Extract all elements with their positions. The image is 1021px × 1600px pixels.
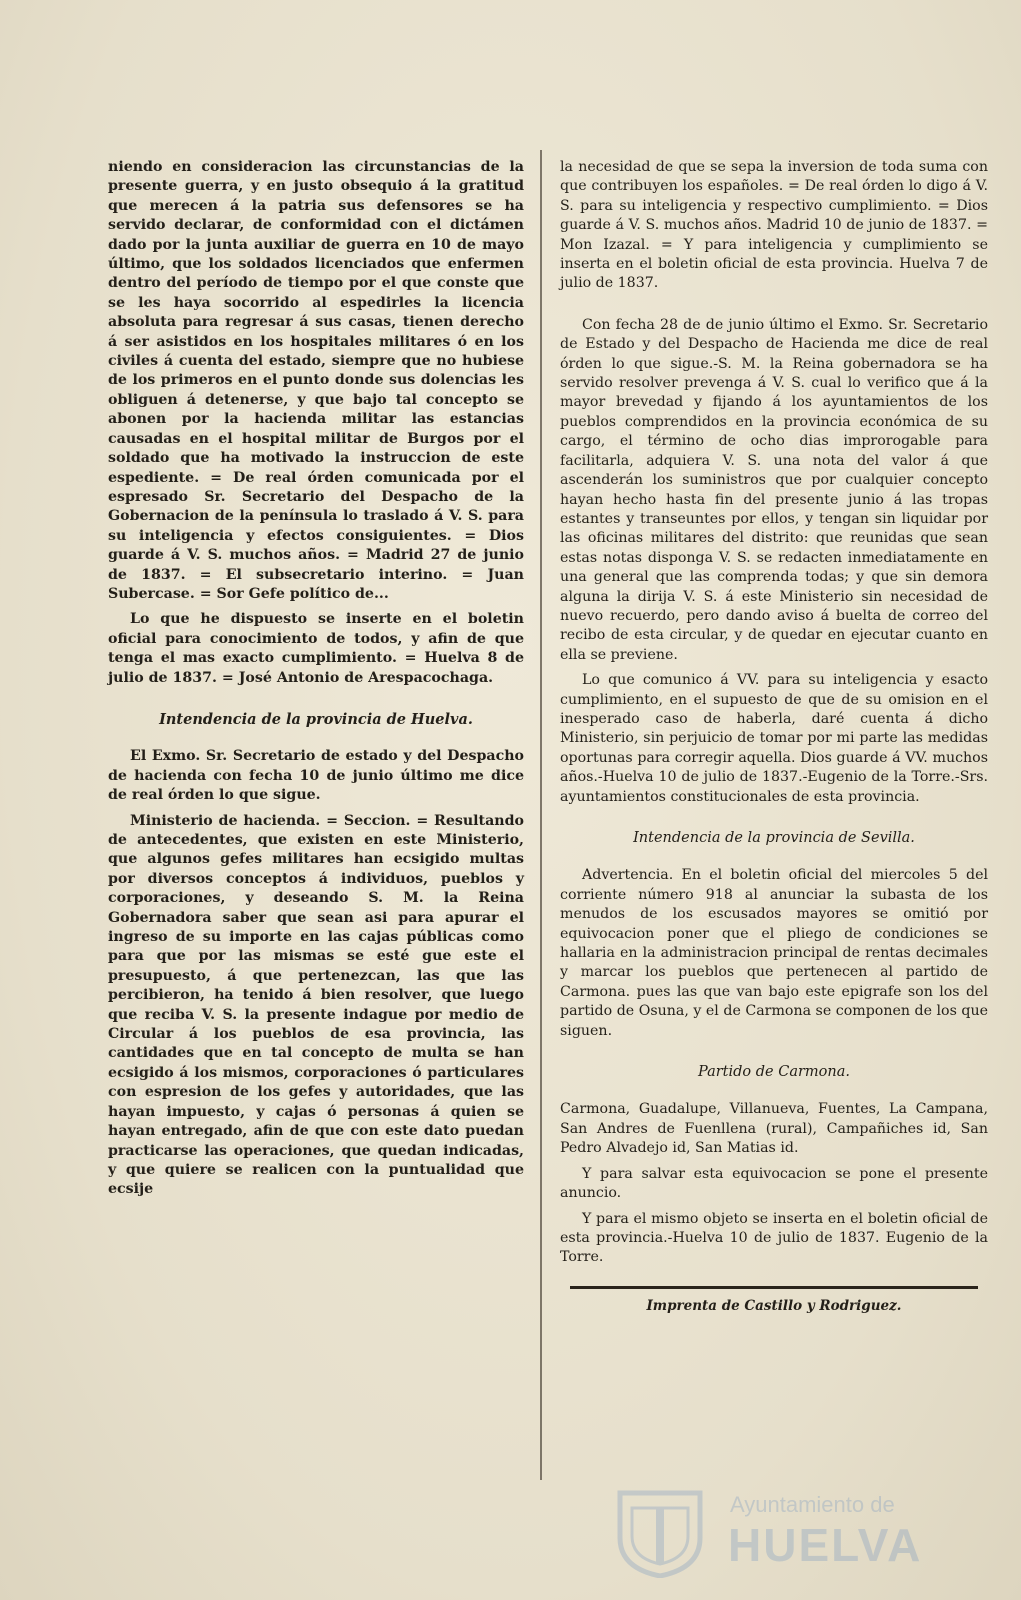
left-paragraph-1: niendo en consideracion las circunstancias de la presente guerra, y en justo obsequio á la gratitud que merecen á la patria sus defensores se ha servido declarar, de conformidad con el dictámen dado por la junta auxiliar de guerra en 10 de mayo último, que los soldados licenciados que enfermen dentro del período de tiempo por el que conste que se les haya socorrido al espedirles la licencia absoluta para regresar á sus casas, tienen derecho á ser asistidos en los hospitales militares ó en los civiles á cuenta del estado, siempre que no hubiese de los primeros en el punto donde sus dolencias les obliguen á detenerse, y que bajo tal concepto se abonen por la hacienda militar las estancias causadas en el hospital militar de Burgos por el soldado que ha motivado la instruccion de este espediente. = De real órden comunicada por el espresado Sr. Secretario del Despacho de la Gobernacion de la península lo traslado á V. S. para su inteligencia y efectos consiguientes. = Dios guarde á V. S. muchos años. = Madrid 27 de junio de 1837. = El subsecretario interino. = Juan Subercase. = Sor Gefe político de...: [108, 159, 524, 602]
column-divider: [540, 150, 542, 1480]
closing-rule: [570, 1286, 978, 1289]
right-paragraph-1: la necesidad de que se sepa la inversion de toda suma con que contribuyen los españoles. = De real órden lo digo á V. S. para su inteligencia y respectivo cumplimiento. = Dios guarde á V. S. muchos años. Madrid 10 de junio de 1837. = Mon Izazal. = Y para inteligencia y cumplimiento se inserta en el boletin oficial de esta provincia. Huelva 7 de julio de 1837.: [560, 159, 988, 292]
archive-watermark: [610, 1488, 950, 1578]
right-column: [560, 158, 988, 1322]
left-paragraph-4: Ministerio de hacienda. = Seccion. = Resultando de antecedentes, que existen en este Ministerio, que algunos gefes militares han ecsigido multas por diversos conceptos á individuos, pueblos y corporaciones, y deseando S. M. la Reina Gobernadora saber que sean asi para apurar el ingreso de su importe en las cajas públicas como para que por las mismas se esté gue este el presupuesto, á que pertenezcan, las que las percibieron, ha tenido á bien resolver, que luego que reciba V. S. la presente indague por medio de Circular á los pueblos de esa provincia, las cantidades que en tal concepto de multa se han ecsigido á los mismos, corporaciones ó particulares con espresion de los gefes y autoridades, que las hayan impuesto, y cajas ó personas á quien se hayan entregado, afin de que con este dato puedan practicarse las operaciones, que quedan indicadas, y que quiere se realicen con la puntualidad que ecsije: [108, 812, 524, 1198]
right-paragraph-2: Con fecha 28 de de junio último el Exmo. Sr. Secretario de Estado y del Despacho de Hacienda me dice de real órden lo que sigue.-S. M. la Reina gobernadora se ha servido resolver prevenga á V. S. cual lo verifico que á la mayor brevedad y fijando á los ayuntamientos de los pueblos comprendidos en la provincia económica de su cargo, el término de ocho dias improrogable para facilitarla, adquiera V. S. una nota del valor á que ascenderán los suministros que por cualquier concepto hayan hecho hasta fin del presente junio á las tropas estantes y transeuntes por ellos, y tengan sin liquidar por las oficinas militares del distrito: que reunidas que sean estas notas disponga V. S. se redacten inmediatamente en una general que las comprenda todas; y que sin demora alguna la dirija V. S. á este Ministerio sin necesidad de nuevo recuerdo, pero dando aviso á buelta de correo del recibo de esta circular, y de quedar en ejecutar cuanto en ella se previene.: [560, 316, 988, 663]
right-paragraph-4: Advertencia. En el boletin oficial del miercoles 5 del corriente número 918 al anunciar la subasta de los menudos de los escusados mayores se omitió por equivocacion poner que el pliego de condiciones se hallaria en la administracion principal de rentas decimales y marcar los pueblos que pertenecen al partido de Carmona. pues las que van bajo este epigrafe son los del partido de Osuna, y el de Carmona se componen de los que siguen.: [560, 867, 988, 1039]
left-paragraph-2: Lo que he dispuesto se inserte en el boletin oficial para conocimiento de todos, y afin de que tenga el mas exacto cumplimiento. = Huelva 8 de julio de 1837. = José Antonio de Arespacochaga.: [108, 611, 524, 686]
right-paragraph-7: Y para el mismo objeto se inserta en el boletin oficial de esta provincia.-Huelva 10 de julio de 1837. Eugenio de la Torre.: [560, 1210, 988, 1266]
watermark-line-2: HUELVA: [728, 1519, 923, 1571]
shield-icon: [610, 1488, 710, 1578]
watermark-line-1: Ayuntamiento de: [730, 1492, 895, 1517]
left-paragraph-3: El Exmo. Sr. Secretario de estado y del Despacho de hacienda con fecha 10 de junio último me dice de real órden lo que sigue.: [108, 748, 524, 804]
right-paragraph-5: Carmona, Guadalupe, Villanueva, Fuentes, La Campana, San Andres de Fuenllena (rural), Campañiches id, San Pedro Alvadejo id, San Matias id.: [560, 1101, 988, 1157]
left-column: [108, 158, 524, 1206]
right-section-heading: Intendencia de la provincia de Sevilla.: [633, 830, 915, 846]
right-subheading: Partido de Carmona.: [698, 1064, 850, 1081]
right-paragraph-6: Y para salvar esta equivocacion se pone el presente anuncio.: [560, 1165, 988, 1202]
printer-imprint: Imprenta de Castillo y Rodriguez.: [646, 1297, 902, 1314]
right-paragraph-3: Lo que comunico á VV. para su inteligencia y esacto cumplimiento, en el supuesto de que de su omision en el inesperado caso de haberla, daré cuenta á dicho Ministerio, sin perjuicio de tomar por mi parte las medidas oportunas para corregir aquella. Dios guarde á VV. muchos años.-Huelva 10 de julio de 1837.-Eugenio de la Torre.-Srs. ayuntamientos constitucionales de esta provincia.: [560, 672, 988, 805]
left-section-heading: Intendencia de la provincia de Huelva.: [159, 710, 473, 728]
